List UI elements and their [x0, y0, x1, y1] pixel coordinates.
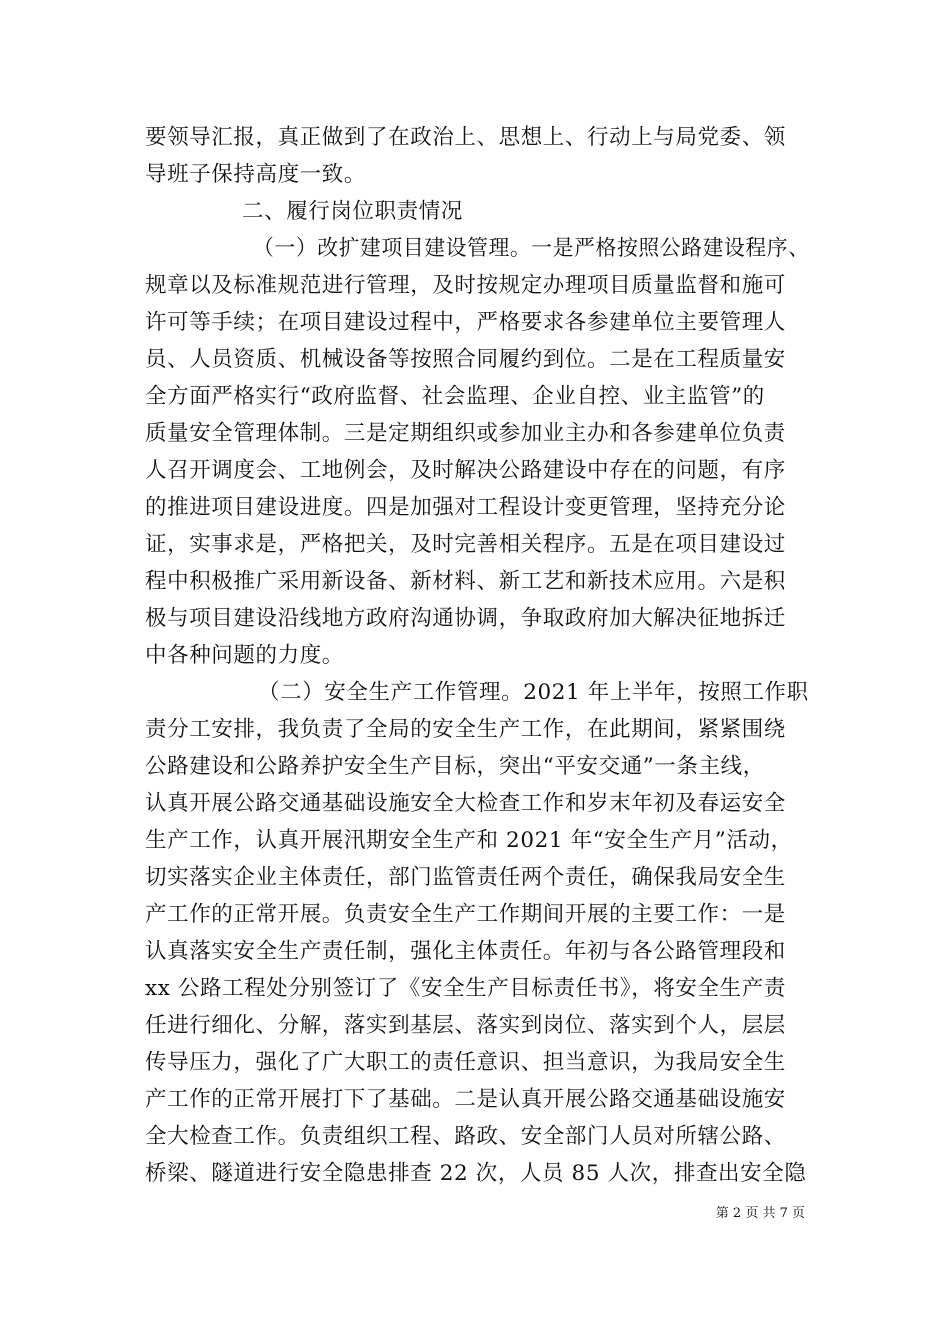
text-line: 许可等手续；在项目建设过程中，严格要求各参建单位主要管理人 [145, 310, 786, 335]
text-line: 桥梁、隧道进行安全隐患排查 22 次，人员 85 人次，排查出安全隐 [145, 1161, 807, 1186]
subsection-paragraph-start: （一）改扩建项目建设管理。一是严格按照公路建设程序、 [253, 236, 810, 261]
text-line: 传导压力，强化了广大职工的责任意识、担当意识，为我局安全生 [145, 1050, 786, 1075]
section-heading: 二、履行岗位职责情况 [242, 199, 464, 224]
text-line: 中各种问题的力度。 [145, 643, 344, 668]
text-line: 认真落实安全生产责任制，强化主体责任。年初与各公路管理段和 [145, 939, 786, 964]
text-line: 任进行细化、分解，落实到基层、落实到岗位、落实到个人，层层 [145, 1013, 786, 1038]
text-line: 人召开调度会、工地例会，及时解决公路建设中存在的问题，有序 [145, 458, 786, 483]
text-line: 程中积极推广采用新设备、新材料、新工艺和新技术应用。六是积 [145, 569, 786, 594]
text-line: 全大检查工作。负责组织工程、路政、安全部门人员对所辖公路、 [145, 1124, 786, 1149]
text-line: 产工作的正常开展打下了基础。二是认真开展公路交通基础设施安 [145, 1087, 786, 1112]
text-line: 要领导汇报，真正做到了在政治上、思想上、行动上与局党委、领 [145, 125, 786, 150]
text-line: 生产工作，认真开展汛期安全生产和 2021 年“安全生产月”活动， [145, 828, 793, 853]
text-line: 认真开展公路交通基础设施安全大检查工作和岁末年初及春运安全 [145, 791, 786, 816]
text-line: 规章以及标准规范进行管理，及时按规定办理项目质量监督和施可 [145, 273, 786, 298]
text-line: 质量安全管理体制。三是定期组织或参加业主办和各参建单位负责 [145, 421, 786, 446]
text-line: 的推进项目建设进度。四是加强对工程设计变更管理，坚持充分论 [145, 495, 786, 520]
text-line: 证，实事求是，严格把关，及时完善相关程序。五是在项目建设过 [145, 532, 786, 557]
text-line: 极与项目建设沿线地方政府沟通协调，争取政府加大解决征地拆迁 [145, 606, 786, 631]
text-line: 员、人员资质、机械设备等按照合同履约到位。二是在工程质量安 [145, 347, 786, 372]
subsection-paragraph-start: （二）安全生产工作管理。2021 年上半年，按照工作职 [258, 680, 809, 705]
text-line: xx 公路工程处分别签订了《安全生产目标责任书》，将安全生产责 [145, 976, 786, 1001]
text-line: 责分工安排，我负责了全局的安全生产工作，在此期间，紧紧围绕 [145, 717, 786, 742]
page-number-footer: 第 2 页 共 7 页 [715, 1206, 805, 1221]
text-line: 全方面严格实行“政府监督、社会监理、企业自控、业主监管”的 [145, 384, 765, 409]
text-line: 产工作的正常开展。负责安全生产工作期间开展的主要工作：一是 [145, 902, 786, 927]
text-line: 公路建设和公路养护安全生产目标，突出“平安交通”一条主线， [145, 754, 765, 779]
text-line: 导班子保持高度一致。 [145, 162, 367, 187]
text-line: 切实落实企业主体责任，部门监管责任两个责任，确保我局安全生 [145, 865, 786, 890]
